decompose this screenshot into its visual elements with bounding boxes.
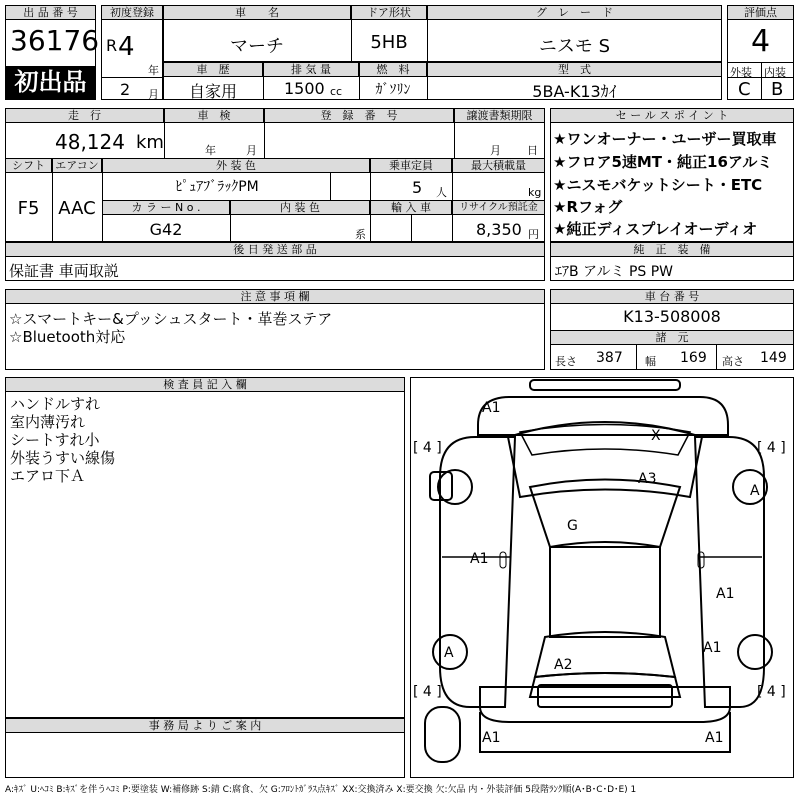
sales-point: ★ニスモバケットシート・ETC bbox=[553, 176, 763, 194]
caution-item: ☆Bluetooth対応 bbox=[9, 328, 126, 346]
tire-rear-right: [ 4 ] bbox=[757, 684, 786, 700]
inspector-note: エアロ下Ａ bbox=[10, 467, 86, 485]
mileage: 48,124 bbox=[55, 130, 125, 154]
equipment-header: 純 正 装 備 bbox=[550, 242, 794, 257]
plate-header: 登 録 番 号 bbox=[264, 108, 454, 123]
sales-point: ★純正ディスプレイオーディオ bbox=[553, 220, 758, 238]
max-load-header: 最大積載量 bbox=[452, 158, 545, 173]
wheel-front-left bbox=[438, 470, 472, 504]
score-value: 4 bbox=[750, 24, 771, 59]
damage-mark: A bbox=[444, 645, 454, 661]
chassis-number: K13-508008 bbox=[623, 307, 721, 326]
shift-header: シフト bbox=[5, 158, 52, 173]
sales-point: ★フロア5速MT・純正16アルミ bbox=[553, 153, 773, 171]
damage-mark: A1 bbox=[482, 400, 501, 416]
damage-mark: G bbox=[567, 518, 578, 534]
caution-item: ☆スマートキー&プッシュスタート・革巻ステア bbox=[9, 310, 333, 328]
recycle: 8,350 bbox=[476, 220, 522, 239]
interior-color-header: 内 装 色 bbox=[230, 200, 370, 215]
damage-mark: A3 bbox=[638, 471, 657, 487]
inspector-note: 室内薄汚れ bbox=[10, 413, 86, 431]
length-label: 長さ bbox=[555, 355, 577, 368]
history-header: 車 歴 bbox=[163, 62, 263, 77]
fuel-header: 燃 料 bbox=[359, 62, 427, 77]
grade: ニスモ S bbox=[538, 36, 611, 57]
legend: A:ｷｽﾞ U:ﾍｺﾐ B:ｷｽﾞを伴うﾍｺﾐ P:要塗装 W:補修跡 S:錆 C:腐食、欠 G:ﾌﾛﾝﾄｶﾞﾗｽ点ｷｽﾞ XX:交換済み X:要交換 欠:欠品 内・外装評価 5段階ﾗﾝｸ順(A･B･C･D･E) 1 bbox=[5, 785, 637, 795]
model: 5BA-K13ｶｲ bbox=[532, 82, 617, 101]
shift: F5 bbox=[17, 198, 40, 219]
sales-point: ★Rフォグ bbox=[553, 198, 623, 216]
damage-mark: A1 bbox=[482, 730, 501, 746]
spare-tire-box bbox=[425, 707, 460, 762]
era: R bbox=[106, 36, 118, 55]
caution-header: 注 意 事 項 欄 bbox=[5, 289, 545, 304]
later-parts-header: 後 日 発 送 部 品 bbox=[5, 242, 545, 257]
color-no-header: カ ラ ー N o . bbox=[102, 200, 230, 215]
grade-header: グ レ ー ド bbox=[427, 5, 722, 20]
year-unit: 年 bbox=[148, 64, 159, 77]
later-parts: 保証書 車両取説 bbox=[9, 262, 119, 280]
tire-rear-left: [ 4 ] bbox=[413, 684, 442, 700]
windshield bbox=[520, 425, 690, 456]
capacity-unit: 人 bbox=[436, 186, 447, 199]
first-listing-badge: 初出品 bbox=[6, 66, 95, 99]
inspector-note: ハンドルすれ bbox=[10, 395, 101, 413]
transfer-header: 譲渡書類期限 bbox=[454, 108, 545, 123]
history: 自家用 bbox=[188, 82, 237, 101]
transfer-month-unit: 月 bbox=[490, 144, 501, 157]
ext-header: 外装 bbox=[730, 66, 752, 79]
inspector-header: 検 査 員 記 入 欄 bbox=[5, 377, 405, 392]
damage-mark: A1 bbox=[703, 640, 722, 656]
office-header: 事 務 局 よ り ご 案 内 bbox=[5, 718, 405, 733]
ext-grade: C bbox=[738, 79, 751, 100]
dimensions-header: 諸 元 bbox=[550, 330, 794, 345]
inspector-note: シートすれ小 bbox=[10, 431, 100, 449]
mileage-header: 走 行 bbox=[5, 108, 164, 123]
car-name-header: 車 名 bbox=[163, 5, 351, 20]
door-type: 5HB bbox=[370, 32, 408, 53]
width: 169 bbox=[680, 350, 707, 366]
model-header: 型 式 bbox=[427, 62, 722, 77]
lot-header: 出 品 番 号 bbox=[5, 5, 96, 20]
width-label: 幅 bbox=[645, 355, 656, 368]
height-label: 高さ bbox=[722, 355, 744, 368]
cabin bbox=[550, 547, 660, 637]
chassis-header: 車 台 番 号 bbox=[550, 289, 794, 304]
wheel-rear-right bbox=[738, 635, 772, 669]
rear-valance bbox=[480, 712, 730, 752]
recycle-header: リサイクル預託金 bbox=[452, 200, 545, 215]
car-name: マーチ bbox=[230, 36, 284, 57]
reg-month: 2 bbox=[120, 80, 131, 99]
equipment: ｴｱB アルミ PS PW bbox=[555, 264, 674, 280]
import-header: 輸 入 車 bbox=[370, 200, 452, 215]
length: 387 bbox=[596, 350, 623, 366]
damage-mark: A1 bbox=[716, 586, 735, 602]
damage-mark: A2 bbox=[554, 657, 573, 673]
aircon-header: エアコン bbox=[52, 158, 102, 173]
int-header: 内装 bbox=[764, 66, 786, 79]
inspection-header: 車 検 bbox=[164, 108, 264, 123]
int-grade: B bbox=[771, 79, 784, 100]
displacement-header: 排 気 量 bbox=[263, 62, 359, 77]
interior-color-unit: 系 bbox=[355, 228, 366, 241]
sales-point: ★ワンオーナー・ユーザー買取車 bbox=[553, 130, 777, 148]
car-outline-diagram bbox=[410, 377, 794, 778]
reg-year: 4 bbox=[118, 32, 135, 62]
capacity-header: 乗車定員 bbox=[370, 158, 452, 173]
capacity: 5 bbox=[412, 178, 423, 197]
height: 149 bbox=[760, 350, 787, 366]
max-load-unit: kg bbox=[528, 186, 542, 199]
aircon: AAC bbox=[58, 198, 96, 219]
door-header: ドア形状 bbox=[351, 5, 427, 20]
tire-front-right: [ 4 ] bbox=[757, 440, 786, 456]
recycle-unit: 円 bbox=[528, 228, 539, 241]
vehicle-detail-block bbox=[5, 108, 545, 242]
fuel: ｶﾞｿﾘﾝ bbox=[375, 82, 411, 98]
month-unit: 月 bbox=[148, 88, 159, 101]
inspector-note: 外装うすい線傷 bbox=[10, 449, 116, 467]
left-door-handle bbox=[500, 552, 506, 568]
exterior-color-header: 外 装 色 bbox=[102, 158, 370, 173]
tire-front-left: [ 4 ] bbox=[413, 440, 442, 456]
damage-mark: X bbox=[651, 428, 661, 444]
transfer-day-unit: 日 bbox=[527, 144, 538, 157]
displacement-unit: cc bbox=[330, 85, 343, 98]
exterior-color: ﾋﾟｭｱﾌﾞﾗｯｸPM bbox=[175, 179, 259, 195]
color-no: G42 bbox=[149, 220, 183, 239]
mileage-unit: km bbox=[136, 132, 164, 153]
first-reg-header: 初度登録 bbox=[101, 5, 163, 20]
damage-mark: A1 bbox=[470, 551, 489, 567]
score-header: 評価点 bbox=[727, 5, 794, 20]
right-side bbox=[695, 437, 764, 707]
sales-points-header: セ ー ル ス ポ イ ン ト bbox=[550, 108, 794, 123]
inspection-month-unit: 月 bbox=[246, 144, 257, 157]
front-bumper bbox=[478, 397, 728, 435]
displacement: 1500 bbox=[284, 79, 325, 98]
damage-mark: A1 bbox=[705, 730, 724, 746]
lot-number: 36176 bbox=[10, 24, 100, 57]
rear-bumper bbox=[480, 687, 730, 722]
front-bumper-lip bbox=[530, 380, 680, 390]
damage-mark: A bbox=[750, 483, 760, 499]
inspection-year-unit: 年 bbox=[205, 144, 216, 157]
